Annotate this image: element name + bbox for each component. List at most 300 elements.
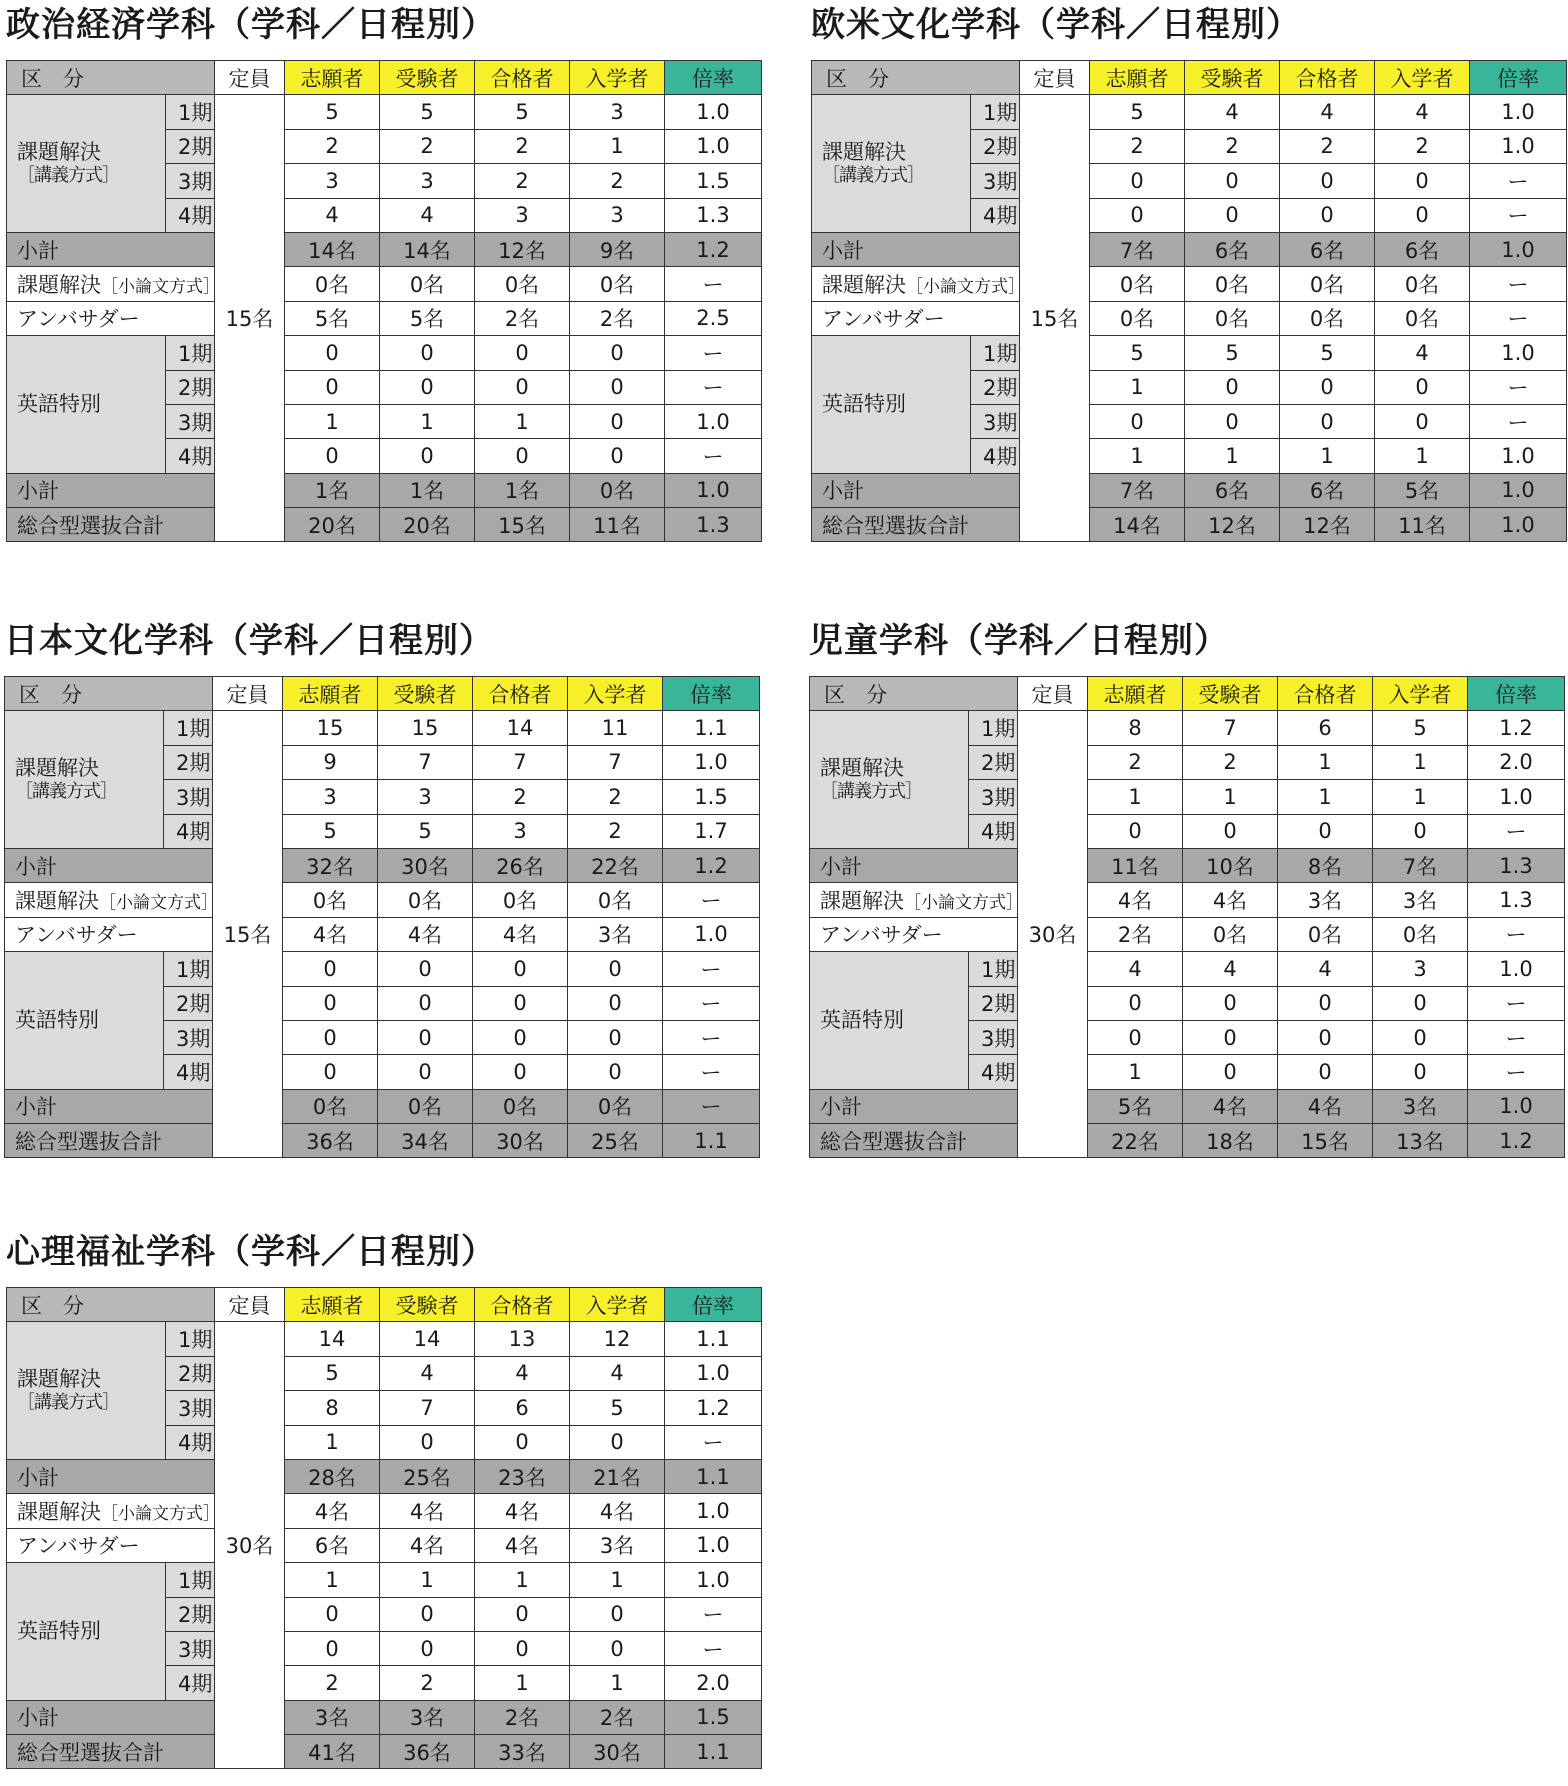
period-label: 3期	[969, 1020, 1018, 1054]
ronbun-label	[7, 1494, 220, 1528]
ronbun-main: 課題解決	[17, 1500, 101, 1525]
value-cell-applicants: 0名	[283, 1089, 378, 1123]
value-cell-examinees: 0名	[1183, 917, 1278, 951]
value-cell-ratio: 1.1	[665, 1735, 762, 1769]
value-cell-enrollees: 0	[1373, 986, 1468, 1020]
value-cell-enrollees: 2名	[570, 301, 665, 335]
period-label: 2期	[969, 986, 1018, 1020]
value-cell-applicants: 0	[283, 986, 378, 1020]
value-cell-examinees: 25名	[380, 1459, 475, 1493]
subtotal-label: 小計	[812, 232, 1020, 266]
value-cell-applicants: 0	[285, 336, 380, 370]
value-cell-ratio: 1.0	[1470, 473, 1567, 507]
value-cell-enrollees: 2	[568, 780, 663, 814]
value-cell-applicants: 0	[1090, 404, 1185, 438]
value-cell-applicants: 1	[285, 1563, 380, 1597]
value-cell-passers: 4名	[475, 1494, 570, 1528]
value-cell-passers: 0	[1280, 198, 1375, 232]
subtotal-label: 小計	[7, 1459, 215, 1493]
header-passers: 合格者	[473, 677, 568, 711]
value-cell-applicants: 2	[285, 129, 380, 163]
value-cell-examinees: 18名	[1183, 1124, 1278, 1158]
value-cell-ratio: 1.3	[665, 508, 762, 542]
value-cell-ratio: 1.0	[665, 95, 762, 129]
value-cell-passers: 1名	[475, 473, 570, 507]
value-cell-examinees: 12名	[1185, 508, 1280, 542]
value-cell-enrollees: 5	[1373, 711, 1468, 745]
header-applicants: 志願者	[1088, 677, 1183, 711]
value-cell-enrollees: 0	[1375, 198, 1470, 232]
value-cell-ratio: ー	[1470, 404, 1567, 438]
value-cell-examinees: 4	[380, 198, 475, 232]
value-cell-enrollees: 0名	[1375, 267, 1470, 301]
period-label: 1期	[166, 1322, 215, 1356]
value-cell-applicants: 3	[285, 164, 380, 198]
value-cell-examinees: 1	[1185, 439, 1280, 473]
value-cell-passers: 0名	[1280, 301, 1375, 335]
value-cell-passers: 0名	[473, 883, 568, 917]
value-cell-ratio: 1.3	[1468, 848, 1565, 882]
header-row	[812, 61, 1567, 95]
value-cell-ratio: 1.0	[665, 129, 762, 163]
capacity-value: 30名	[215, 1322, 285, 1769]
value-cell-passers: 0	[473, 1020, 568, 1054]
value-cell-applicants: 32名	[283, 848, 378, 882]
value-cell-enrollees: 0名	[1375, 301, 1470, 335]
period-label: 3期	[971, 164, 1020, 198]
value-cell-enrollees: 3	[570, 95, 665, 129]
value-cell-applicants: 0	[1090, 198, 1185, 232]
value-cell-examinees: 0	[380, 370, 475, 404]
value-cell-applicants: 1	[285, 404, 380, 438]
value-cell-ratio: 1.0	[665, 1563, 762, 1597]
value-cell-examinees: 0	[378, 986, 473, 1020]
period-label: 2期	[971, 129, 1020, 163]
period-label: 2期	[166, 129, 215, 163]
period-label: 3期	[969, 780, 1018, 814]
header-capacity: 定員	[215, 61, 285, 95]
value-cell-enrollees: 11名	[1375, 508, 1470, 542]
value-cell-applicants: 1	[1090, 370, 1185, 404]
total-label: 総合型選抜合計	[7, 508, 215, 542]
value-cell-ratio: ー	[663, 883, 760, 917]
value-cell-ratio: ー	[665, 336, 762, 370]
value-cell-passers: 4	[1278, 952, 1373, 986]
ronbun-sub: ［小論文方式］	[904, 893, 1023, 914]
value-cell-ratio: 1.0	[1470, 439, 1567, 473]
value-cell-passers: 0	[1278, 1055, 1373, 1089]
table-block-3	[809, 618, 1564, 1158]
value-cell-passers: 0	[475, 1631, 570, 1665]
value-cell-examinees: 0	[378, 1055, 473, 1089]
value-cell-applicants: 4	[285, 198, 380, 232]
value-cell-passers: 23名	[475, 1459, 570, 1493]
subtotal-label: 小計	[7, 232, 215, 266]
value-cell-applicants: 5	[1090, 95, 1185, 129]
value-cell-enrollees: 11	[568, 711, 663, 745]
eigo-row	[7, 1563, 762, 1597]
value-cell-passers: 2名	[475, 301, 570, 335]
header-ratio: 倍率	[663, 677, 760, 711]
value-cell-enrollees: 1	[1375, 439, 1470, 473]
value-cell-enrollees: 2	[1375, 129, 1470, 163]
period-label: 4期	[164, 1055, 213, 1089]
value-cell-examinees: 0名	[378, 1089, 473, 1123]
value-cell-enrollees: 0	[1375, 404, 1470, 438]
value-cell-applicants: 36名	[283, 1124, 378, 1158]
value-cell-enrollees: 0	[570, 1425, 665, 1459]
value-cell-ratio: 1.2	[1468, 1124, 1565, 1158]
value-cell-applicants: 0	[283, 952, 378, 986]
period-label: 3期	[166, 164, 215, 198]
value-cell-passers: 0	[473, 986, 568, 1020]
value-cell-examinees: 0	[1185, 198, 1280, 232]
value-cell-ratio: 1.1	[663, 711, 760, 745]
value-cell-passers: 1	[475, 1563, 570, 1597]
value-cell-examinees: 2	[1185, 129, 1280, 163]
value-cell-examinees: 4	[1185, 95, 1280, 129]
ronbun-main: 課題解決	[820, 889, 904, 914]
value-cell-passers: 1	[1278, 745, 1373, 779]
period-label: 4期	[969, 814, 1018, 848]
value-cell-ratio: ー	[665, 1425, 762, 1459]
period-label: 2期	[971, 370, 1020, 404]
value-cell-ratio: ー	[663, 952, 760, 986]
kadai-row	[812, 95, 1567, 129]
total-row	[810, 1124, 1565, 1158]
header-examinees: 受験者	[1183, 677, 1278, 711]
value-cell-enrollees: 30名	[570, 1735, 665, 1769]
value-cell-applicants: 11名	[1088, 848, 1183, 882]
value-cell-applicants: 0名	[1090, 267, 1185, 301]
value-cell-enrollees: 3名	[568, 917, 663, 951]
value-cell-passers: 0名	[475, 267, 570, 301]
value-cell-enrollees: 0名	[1373, 917, 1468, 951]
kadai-subtotal-row	[5, 848, 760, 882]
period-label: 3期	[166, 1391, 215, 1425]
value-cell-examinees: 0	[1185, 164, 1280, 198]
value-cell-enrollees: 0	[570, 336, 665, 370]
value-cell-passers: 0	[1280, 164, 1375, 198]
capacity-value: 30名	[1018, 711, 1088, 1158]
period-label: 4期	[164, 814, 213, 848]
value-cell-ratio: 1.3	[665, 198, 762, 232]
value-cell-passers: 4名	[473, 917, 568, 951]
eigo-subtotal-row	[810, 1089, 1565, 1123]
value-cell-examinees: 6名	[1185, 473, 1280, 507]
total-label: 総合型選抜合計	[5, 1124, 213, 1158]
value-cell-ratio: 1.0	[1470, 129, 1567, 163]
value-cell-applicants: 2	[1090, 129, 1185, 163]
value-cell-ratio: ー	[663, 1020, 760, 1054]
value-cell-ratio: ー	[1470, 301, 1567, 335]
header-kubun: 区 分	[7, 1288, 215, 1322]
value-cell-ratio: 1.1	[665, 1459, 762, 1493]
value-cell-passers: 0名	[1278, 917, 1373, 951]
value-cell-enrollees: 12	[570, 1322, 665, 1356]
period-label: 1期	[164, 952, 213, 986]
ronbun-main: 課題解決	[822, 273, 906, 298]
value-cell-examinees: 4名	[378, 917, 473, 951]
period-label: 4期	[166, 1425, 215, 1459]
group-kadai-sub: ［講義方式］	[820, 781, 922, 803]
value-cell-enrollees: 0名	[570, 473, 665, 507]
value-cell-enrollees: 0	[568, 1020, 663, 1054]
header-kubun: 区 分	[810, 677, 1018, 711]
value-cell-ratio: ー	[1468, 1020, 1565, 1054]
value-cell-enrollees: 21名	[570, 1459, 665, 1493]
group-kadai-main: 課題解決	[822, 140, 906, 165]
ambassador-label: アンバサダー	[7, 1528, 215, 1562]
value-cell-applicants: 4名	[1088, 883, 1183, 917]
value-cell-passers: 2	[473, 780, 568, 814]
value-cell-ratio: 1.0	[1470, 232, 1567, 266]
header-enrollees: 入学者	[570, 61, 665, 95]
header-kubun: 区 分	[812, 61, 1020, 95]
value-cell-enrollees: 0名	[568, 1089, 663, 1123]
value-cell-enrollees: 0	[1375, 164, 1470, 198]
subtotal-label: 小計	[5, 1089, 213, 1123]
value-cell-examinees: 0	[1185, 370, 1280, 404]
ambassador-row	[7, 1528, 762, 1562]
value-cell-enrollees: 1	[570, 129, 665, 163]
value-cell-enrollees: 3名	[1373, 883, 1468, 917]
subtotal-label: 小計	[810, 848, 1018, 882]
period-label: 3期	[164, 1020, 213, 1054]
eigo-subtotal-row	[7, 473, 762, 507]
header-capacity: 定員	[1020, 61, 1090, 95]
group-kadai-sub: ［講義方式］	[17, 1392, 119, 1414]
table-block-1	[811, 2, 1566, 542]
header-examinees: 受験者	[380, 1288, 475, 1322]
ronbun-sub: ［小論文方式］	[101, 1504, 220, 1525]
value-cell-examinees: 3	[380, 164, 475, 198]
period-label: 2期	[969, 745, 1018, 779]
header-examinees: 受験者	[380, 61, 475, 95]
group-kadai-main: 課題解決	[15, 756, 99, 781]
value-cell-passers: 0	[1280, 404, 1375, 438]
header-row	[7, 61, 762, 95]
value-cell-enrollees: 22名	[568, 848, 663, 882]
value-cell-examinees: 0	[1183, 814, 1278, 848]
value-cell-passers: 6名	[1280, 232, 1375, 266]
value-cell-ratio: 1.0	[663, 917, 760, 951]
value-cell-ratio: 1.0	[1470, 336, 1567, 370]
group-kadai-lecture	[7, 1322, 166, 1460]
header-examinees: 受験者	[378, 677, 473, 711]
period-label: 2期	[166, 1597, 215, 1631]
table-title: 政治経済学科（学科／日程別）	[6, 5, 496, 45]
value-cell-examinees: 0	[380, 1597, 475, 1631]
header-applicants: 志願者	[1090, 61, 1185, 95]
value-cell-ratio: 1.5	[665, 164, 762, 198]
value-cell-applicants: 0	[285, 1597, 380, 1631]
value-cell-examinees: 0	[1183, 1055, 1278, 1089]
value-cell-passers: 0	[1278, 986, 1373, 1020]
value-cell-enrollees: 0名	[568, 883, 663, 917]
table-title: 児童学科（学科／日程別）	[809, 621, 1229, 661]
value-cell-passers: 0	[473, 1055, 568, 1089]
value-cell-enrollees: 7	[568, 745, 663, 779]
value-cell-passers: 6	[1278, 711, 1373, 745]
value-cell-examinees: 4名	[1183, 883, 1278, 917]
value-cell-ratio: ー	[1470, 370, 1567, 404]
value-cell-enrollees: 0	[570, 404, 665, 438]
value-cell-examinees: 0	[1185, 404, 1280, 438]
value-cell-examinees: 0	[380, 439, 475, 473]
ronbun-label	[5, 883, 218, 917]
value-cell-examinees: 4名	[380, 1528, 475, 1562]
value-cell-ratio: ー	[665, 1631, 762, 1665]
capacity-value: 15名	[215, 95, 285, 542]
value-cell-examinees: 2	[380, 129, 475, 163]
total-row	[7, 508, 762, 542]
table-block-2	[4, 618, 759, 1158]
value-cell-passers: 12名	[475, 232, 570, 266]
value-cell-passers: 12名	[1280, 508, 1375, 542]
total-label: 総合型選抜合計	[7, 1735, 215, 1769]
value-cell-applicants: 8	[285, 1391, 380, 1425]
value-cell-passers: 5	[1280, 336, 1375, 370]
value-cell-ratio: 1.0	[1468, 780, 1565, 814]
eigo-subtotal-row	[5, 1089, 760, 1123]
header-row	[5, 677, 760, 711]
table-title: 心理福祉学科（学科／日程別）	[6, 1232, 496, 1272]
ambassador-row	[7, 301, 762, 335]
kadai-subtotal-row	[812, 232, 1567, 266]
value-cell-enrollees: 0名	[570, 267, 665, 301]
total-row	[5, 1124, 760, 1158]
header-capacity: 定員	[1018, 677, 1088, 711]
subtotal-label: 小計	[7, 1700, 215, 1734]
value-cell-passers: 4	[1280, 95, 1375, 129]
value-cell-examinees: 30名	[378, 848, 473, 882]
value-cell-examinees: 1	[380, 1563, 475, 1597]
value-cell-applicants: 5名	[285, 301, 380, 335]
value-cell-applicants: 1	[1088, 780, 1183, 814]
value-cell-ratio: 2.5	[665, 301, 762, 335]
value-cell-applicants: 5名	[1088, 1089, 1183, 1123]
value-cell-passers: 0	[475, 439, 570, 473]
value-cell-applicants: 0	[283, 1055, 378, 1089]
value-cell-applicants: 22名	[1088, 1124, 1183, 1158]
value-cell-applicants: 5	[285, 1356, 380, 1390]
value-cell-examinees: 5	[380, 95, 475, 129]
total-label: 総合型選抜合計	[810, 1124, 1018, 1158]
value-cell-passers: 2	[1280, 129, 1375, 163]
eigo-subtotal-row	[7, 1700, 762, 1734]
value-cell-passers: 1	[1280, 439, 1375, 473]
value-cell-enrollees: 0	[570, 370, 665, 404]
group-kadai-main: 課題解決	[17, 140, 101, 165]
value-cell-ratio: 1.1	[665, 1322, 762, 1356]
value-cell-passers: 0	[475, 370, 570, 404]
value-cell-examinees: 4	[380, 1356, 475, 1390]
value-cell-passers: 4名	[1278, 1089, 1373, 1123]
value-cell-applicants: 2	[1088, 745, 1183, 779]
value-cell-ratio: ー	[665, 370, 762, 404]
group-kadai-sub: ［講義方式］	[822, 165, 924, 187]
value-cell-enrollees: 4	[1375, 336, 1470, 370]
header-examinees: 受験者	[1185, 61, 1280, 95]
value-cell-enrollees: 3	[1373, 952, 1468, 986]
group-kadai-main: 課題解決	[17, 1367, 101, 1392]
value-cell-enrollees: 0	[1373, 1055, 1468, 1089]
value-cell-applicants: 2名	[1088, 917, 1183, 951]
header-applicants: 志願者	[285, 1288, 380, 1322]
value-cell-applicants: 15	[283, 711, 378, 745]
capacity-value: 15名	[1020, 95, 1090, 542]
value-cell-applicants: 0	[1090, 164, 1185, 198]
value-cell-applicants: 14	[285, 1322, 380, 1356]
header-ratio: 倍率	[665, 61, 762, 95]
group-kadai-sub: ［講義方式］	[17, 165, 119, 187]
value-cell-enrollees: 3名	[570, 1528, 665, 1562]
value-cell-applicants: 28名	[285, 1459, 380, 1493]
value-cell-examinees: 5	[378, 814, 473, 848]
value-cell-ratio: 1.0	[665, 1528, 762, 1562]
value-cell-enrollees: 1	[570, 1666, 665, 1700]
header-enrollees: 入学者	[1373, 677, 1468, 711]
value-cell-ratio: 2.0	[665, 1666, 762, 1700]
value-cell-examinees: 34名	[378, 1124, 473, 1158]
eigo-subtotal-row	[812, 473, 1567, 507]
value-cell-passers: 0	[475, 1597, 570, 1631]
value-cell-applicants: 1	[285, 1425, 380, 1459]
subtotal-label: 小計	[7, 473, 215, 507]
value-cell-passers: 30名	[473, 1124, 568, 1158]
value-cell-enrollees: 2	[570, 164, 665, 198]
value-cell-passers: 0	[1278, 1020, 1373, 1054]
period-label: 4期	[166, 1666, 215, 1700]
value-cell-passers: 7	[473, 745, 568, 779]
value-cell-ratio: ー	[1470, 198, 1567, 232]
header-enrollees: 入学者	[1375, 61, 1470, 95]
value-cell-passers: 15名	[1278, 1124, 1373, 1158]
period-label: 1期	[166, 95, 215, 129]
value-cell-ratio: ー	[663, 1089, 760, 1123]
value-cell-passers: 0	[1278, 814, 1373, 848]
value-cell-applicants: 0	[283, 1020, 378, 1054]
value-cell-ratio: 1.0	[1470, 508, 1567, 542]
period-label: 2期	[164, 745, 213, 779]
value-cell-ratio: 1.1	[663, 1124, 760, 1158]
value-cell-ratio: 1.0	[1468, 952, 1565, 986]
value-cell-applicants: 41名	[285, 1735, 380, 1769]
kadai-subtotal-row	[7, 1459, 762, 1493]
value-cell-ratio: 1.0	[665, 404, 762, 438]
value-cell-ratio: 1.2	[663, 848, 760, 882]
value-cell-applicants: 5	[285, 95, 380, 129]
value-cell-enrollees: 13名	[1373, 1124, 1468, 1158]
value-cell-applicants: 0	[285, 439, 380, 473]
eigo-row	[812, 336, 1567, 370]
admission-table	[6, 60, 762, 542]
value-cell-examinees: 3	[378, 780, 473, 814]
admission-table	[811, 60, 1567, 542]
value-cell-ratio: 1.0	[665, 1494, 762, 1528]
value-cell-applicants: 3名	[285, 1700, 380, 1734]
group-eigo: 英語特別	[5, 952, 164, 1090]
header-ratio: 倍率	[1470, 61, 1567, 95]
header-row	[810, 677, 1565, 711]
value-cell-ratio: ー	[665, 1597, 762, 1631]
value-cell-applicants: 3	[283, 780, 378, 814]
value-cell-examinees: 5	[1185, 336, 1280, 370]
value-cell-applicants: 4名	[283, 917, 378, 951]
ronbun-label	[812, 267, 1025, 301]
eigo-row	[810, 952, 1565, 986]
